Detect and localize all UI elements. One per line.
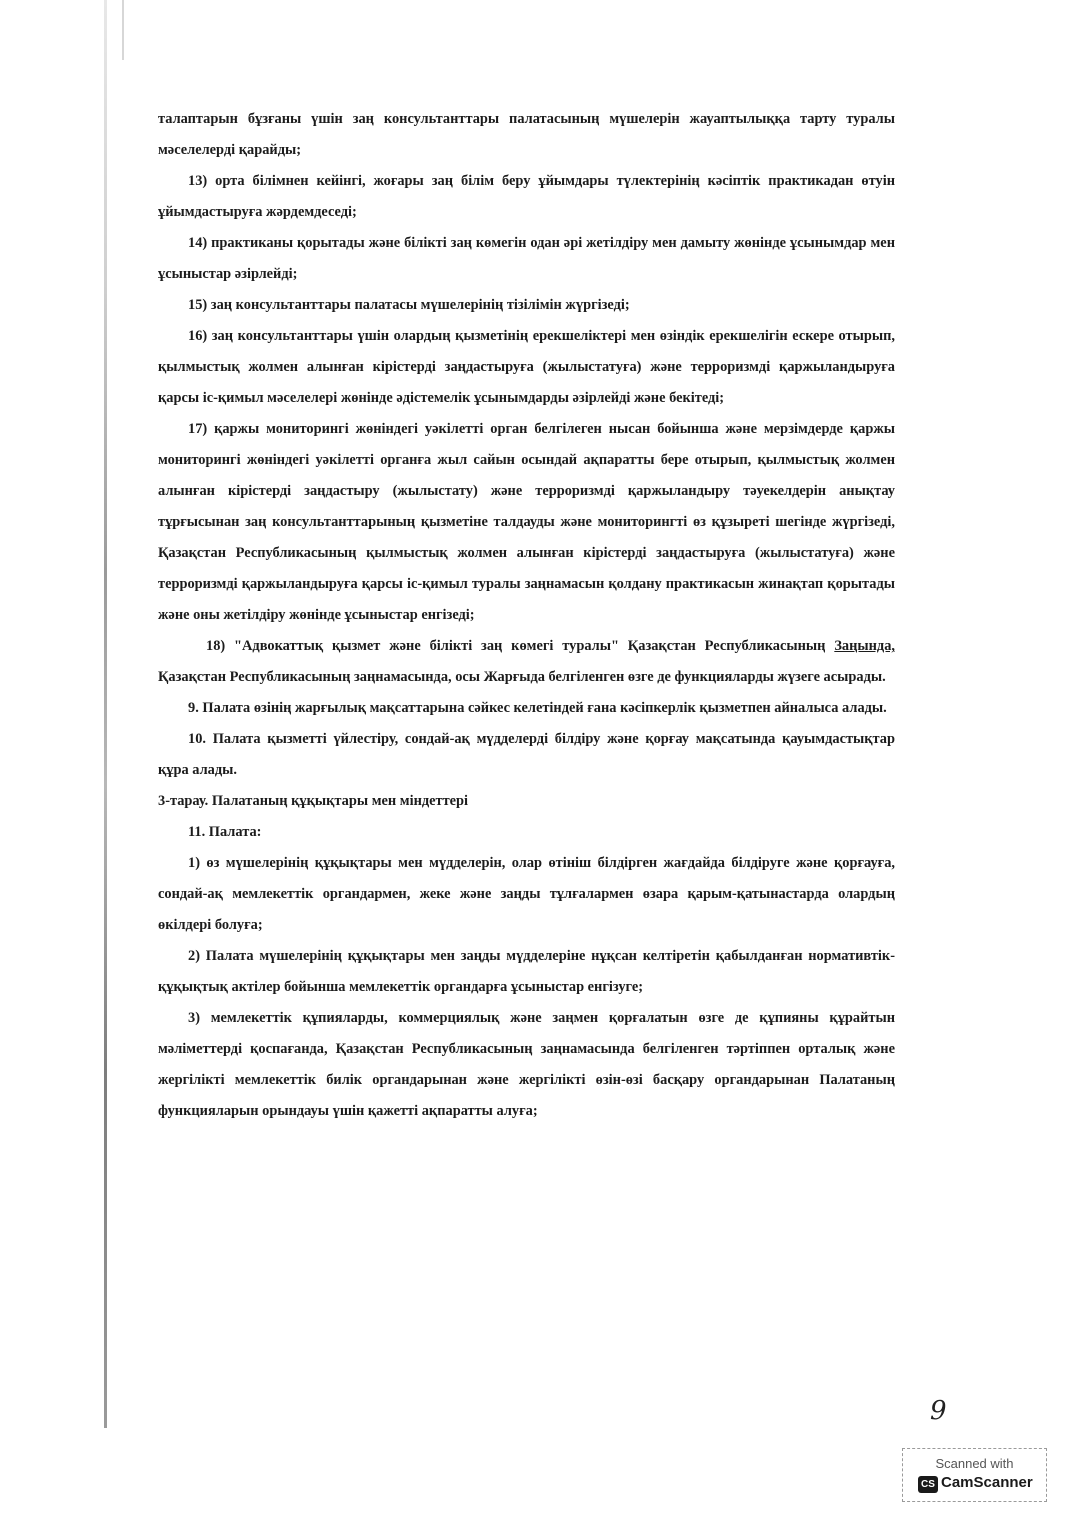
law-link[interactable]: Заңында, [834, 638, 895, 654]
camscanner-name: CamScanner [941, 1474, 1033, 1491]
camscanner-logo-icon: CS [918, 1476, 938, 1493]
paragraph-item-18 [158, 631, 895, 693]
paragraph-item-14: 14) практиканы қорытады және білікті заң көмегін одан әрі жетілдіру мен дамыту жөнінде ұсынымдар мен ұсыныстар әзірлейді; [158, 235, 895, 282]
paragraph-11-item-1: 1) өз мүшелерінің құқықтары мен мүдделерін, олар өтініш білдірген жағдайда білдіруге және қорғауға, сондай-ақ мемлекеттік органдармен, жеке және заңды тұлғалармен өзара қарым-қатынастарда олардың өкілдері болуға; [158, 855, 895, 933]
paragraph-11-item-2: 2) Палата мүшелерінің құқықтары мен заңды мүдделеріне нұқсан келтіретін қабылданған нормативтік-құқықтық актілер бойынша мемлекеттік органдарға ұсыныстар енгізуге; [158, 948, 895, 995]
document-body [158, 104, 895, 1127]
paragraph-item-15: 15) заң консультанттары палатасы мүшелерінің тізілімін жүргізеді; [188, 297, 630, 313]
page-number-mark: 9 [930, 1396, 947, 1426]
paragraph-11-heading: 11. Палата: [188, 824, 262, 840]
camscanner-watermark [902, 1448, 1047, 1502]
paragraph-item-16: 16) заң консультанттары үшін олардың қызметінің ерекшеліктері мен өзіндік ерекшелігін ескере отырып, қылмыстық жолмен алынған кірістерді заңдастыруға (жылыстатуға) және терроризмді қаржыландыруға қарсы іс-қимыл мәселелері жөнінде әдістемелік ұсынымдарды әзірлейді және бекітеді; [158, 328, 895, 406]
paragraph-9: 9. Палата өзінің жарғылық мақсаттарына сәйкес келетіндей ғана кәсіпкерлік қызметпен айналыса алады. [188, 700, 887, 716]
paragraph-item-18-text: 18) "Адвокаттық қызмет және білікті заң көмегі туралы" Қазақстан Республикасының [206, 638, 835, 654]
paragraph-item-17: 17) қаржы мониторингі жөніндегі уәкілетті орган белгілеген нысан бойынша және мерзімдерде қаржы мониторингі жөніндегі уәкілетті органға жыл сайын осындай ақпаратты бере отырып, қылмыстық жолмен алынған кірістерді заңдастыру (жылыстату) және терроризмді қаржыландыру тәуекелдерін анықтау тұрғысынан заң консультанттарының қызметіне талдауды және мониторингті өз құзыреті шегінде жүргізеді, Қазақстан Республикасының қылмыстық жолмен алынған кірістерді заңдастыруға (жылыстатуға) және терроризмді қаржыландыруға қарсы іс-қимыл туралы заңнамасын қолдану практикасын жинақтап қорытады және оны жетілдіру жөнінде ұсыныстар енгізеді; [158, 421, 895, 623]
section-heading: 3-тарау. Палатаның құқықтары мен міндеттері [158, 793, 469, 809]
scan-edge-top [122, 0, 124, 60]
watermark-caption: Scanned with [935, 1456, 1014, 1471]
paragraph-continuation: талаптарын бұзғаны үшін заң консультанттары палатасының мүшелерін жауаптылыққа тарту туралы мәселелерді қарайды; [158, 111, 895, 158]
paragraph-item-18-text-end: Қазақстан Республикасының заңнамасында, осы Жарғыда белгіленген өзге де функцияларды жүзеге асырады. [158, 669, 886, 685]
paragraph-11-item-3: 3) мемлекеттік құпияларды, коммерциялық және заңмен қорғалатын өзге де құпияны құрайтын мәліметтерді қоспағанда, Қазақстан Республикасының заңнамасында белгіленген тәртіппен орталық және жергілікті мемлекеттік билік органдарынан және жергілікті өзін-өзі басқару органдарынан Палатаның функцияларын орындауы үшін қажетті ақпаратты алуға; [158, 1010, 895, 1119]
scan-edge [104, 0, 107, 1428]
paragraph-10: 10. Палата қызметті үйлестіру, сондай-ақ мүдделерді білдіру және қорғау мақсатында қауымдастықтар құра алады. [158, 731, 895, 778]
paragraph-item-13: 13) орта білімнен кейінгі, жоғары заң білім беру ұйымдары түлектерінің кәсіптік практикадан өтуін ұйымдастыруға жәрдемдеседі; [158, 173, 895, 220]
